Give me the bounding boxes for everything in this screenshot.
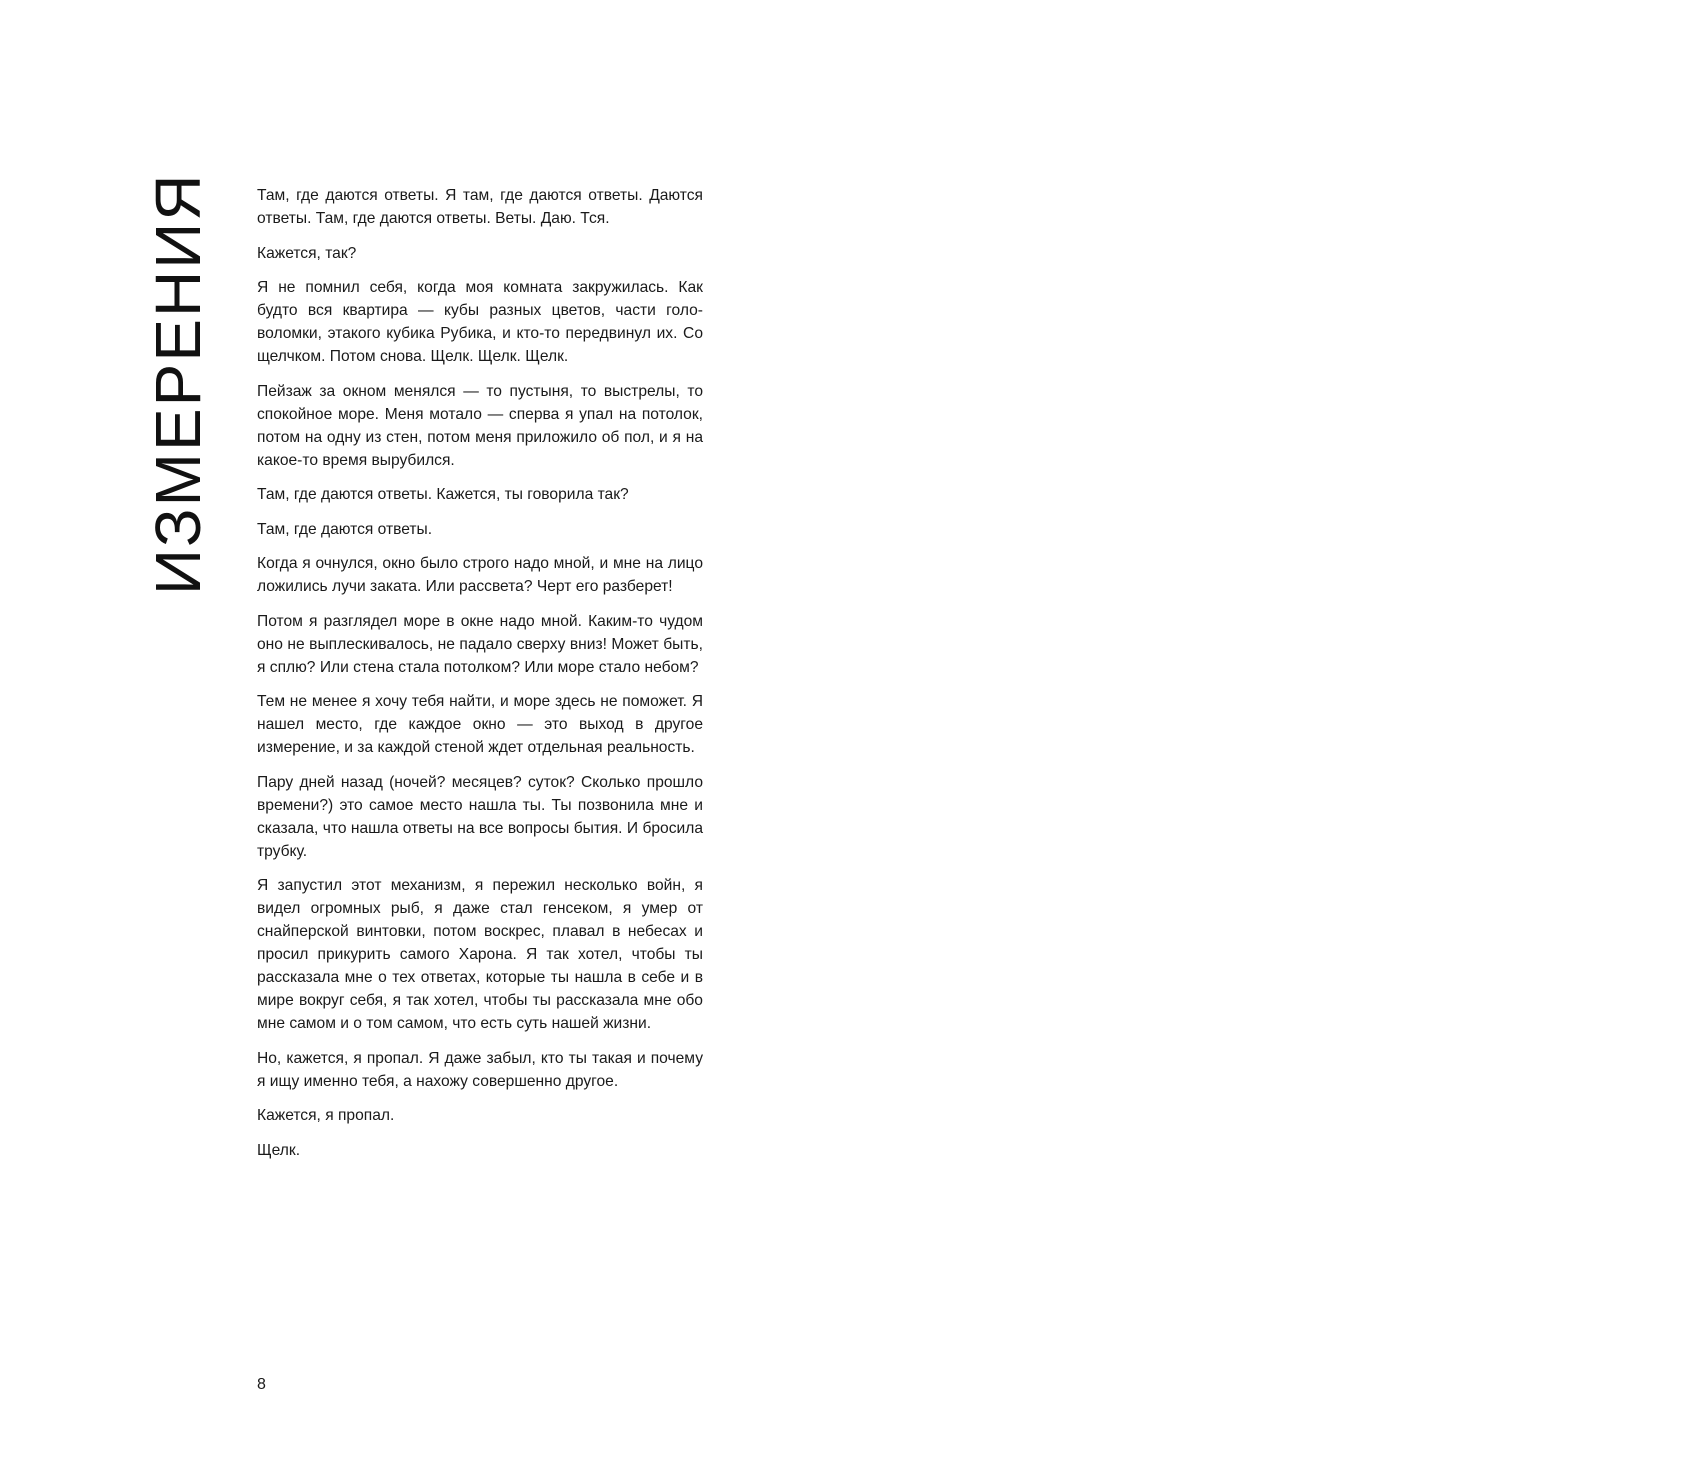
paragraph: Там, где даются ответы. [257, 520, 433, 538]
paragraph: Я не помнил себя, когда моя комната закружилась. Как будто вся квартира — кубы разных цветов, части головоломки, этакого кубика Рубика, и кто-то передвинул их. Со щелчком. Потом снова. Щелк. Щелк. Щелк. [257, 279, 703, 365]
paragraph: Пейзаж за окном менялся — то пустыня, то выстрелы, то спокойное море. Меня мотало — сперва я упал на потолок, потом на одну из стен, потом меня приложило об пол, и я на какое-то время вырубился. [257, 382, 703, 469]
paragraph: Я запустил этот механизм, я пережил несколько войн, я видел огромных рыб, я даже стал генсеком, я умер от снайперской винтовки, потом воскрес, плавал в небесах и просил прикурить самого Харона. Я так хотел, чтобы ты рассказала мне о тех ответах, которые ты нашла в себе и в мире вокруг себя, я так хотел, чтобы ты рассказала мне обо мне самом и о том самом, что есть суть нашей жизни. [257, 877, 703, 1032]
paragraph: Щелк. [257, 1141, 301, 1159]
paragraph: Но, кажется, я пропал. Я даже забыл, кто ты такая и почему я ищу именно тебя, а нахожу совершенно другое. [257, 1049, 703, 1090]
page-number: 8 [257, 1376, 266, 1393]
paragraph: Тем не менее я хочу тебя найти, и море здесь не поможет. Я нашел место, где каждое окно — это выход в другое измерение, и за каждой стеной ждет отдельная реальность. [257, 693, 703, 756]
paragraph: Потом я разглядел море в окне надо мной. Каким-то чудом оно не выплескивалось, не падало сверху вниз! Может быть, я сплю? Или стена стала потолком? Или море стало небом? [257, 612, 703, 676]
chapter-title-text: ИЗМЕРЕНИЯ [142, 172, 214, 595]
paragraph: Пару дней назад (ночей? месяцев? суток? Сколько прошло времени?) это самое место нашла ты. Ты позвонила мне и сказала, что нашла ответы на все вопросы бытия. И бросила трубку. [257, 773, 703, 860]
paragraph: Кажется, так? [257, 244, 357, 262]
paragraph: Там, где даются ответы. Кажется, ты говорила так? [257, 486, 629, 503]
paragraph: Когда я очнулся, окно было строго надо мной, и мне на лицо ложились лучи заката. Или рассвета? Черт его разберет! [257, 555, 703, 595]
body-text [257, 184, 703, 1173]
paragraph: Там, где даются ответы. Я там, где даются ответы. Даются ответы. Там, где даются ответы. Веты. Даю. Тся. [257, 187, 703, 227]
paragraph: Кажется, я пропал. [257, 1107, 395, 1124]
chapter-title [142, 172, 214, 595]
